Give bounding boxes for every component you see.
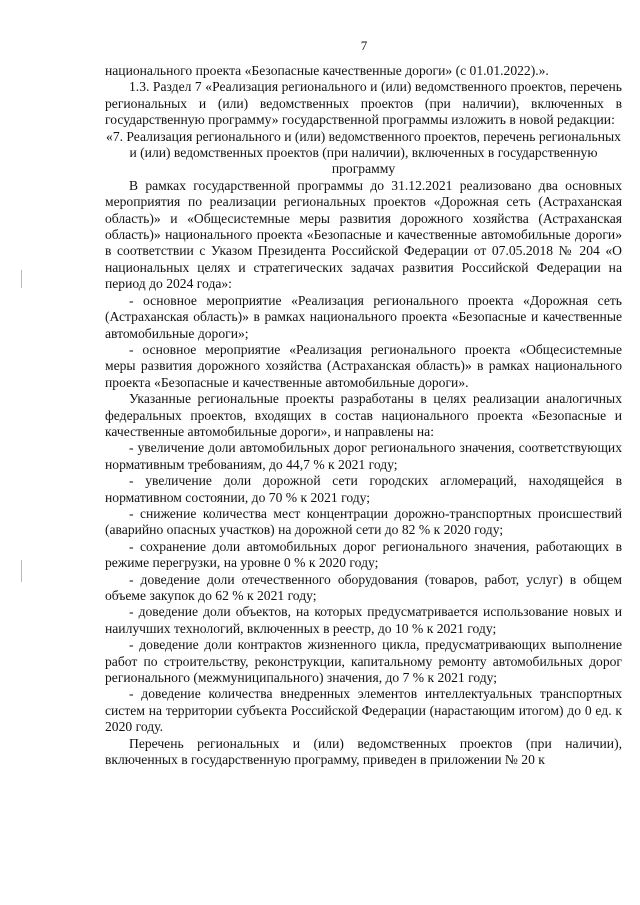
list-item: - основное мероприятие «Реализация регионального проекта «Общесистемные меры развития дорожного хозяйства (Астраханская область)» в рамках национального проекта «Безопасные и качественные автомобильные дороги».	[105, 341, 622, 390]
list-item: - доведение доли объектов, на которых предусматривается использование новых и наилучших технологий, включенных в реестр, до 10 % к 2021 году;	[105, 604, 622, 636]
list-item: - сохранение доли автомобильных дорог регионального значения, работающих в режиме перегрузки, на уровне 0 % к 2020 году;	[105, 538, 622, 571]
paragraph-main-activities: В рамках государственной программы до 31.12.2021 реализовано два основных мероприятия по реализации региональных проектов «Дорожная сеть (Астраханская область)» и «Общесистемные меры развития дорожного хозяйства (Астраханская область)» национального проекта «Безопасные и качественные автомобильные дороги» в соответствии с Указом Президента Российской Федерации от 07.05.2018 № 204 «О национальных целях и стратегических задачах развития Российской Федерации на период до 2024 года»:	[105, 177, 622, 292]
scan-margin-mark	[21, 560, 22, 582]
list-item: - доведение доли контрактов жизненного цикла, предусматривающих выполнение работ по строительству, реконструкции, капитальному ремонту автомобильных дорог регионального (межмуниципального) значения, до 7 % к 2021 году;	[105, 637, 622, 686]
document-body	[105, 63, 622, 768]
paragraph-amendment-1-3: 1.3. Раздел 7 «Реализация регионального и (или) ведомственного проектов, перечень региональных и (или) ведомственных проектов (при наличии), включенных в государственную программу» государственной программы изложить в новой редакции:	[105, 79, 622, 128]
list-item: - доведение количества внедренных элементов интеллектуальных транспортных систем на территории субъекта Российской Федерации (нарастающим итогом) до 0 ед. к 2020 году.	[105, 686, 622, 735]
list-item: - основное мероприятие «Реализация регионального проекта «Дорожная сеть (Астраханская область)» в рамках национального проекта «Безопасные и качественные автомобильные дороги»;	[105, 292, 622, 341]
list-item: - доведение доли отечественного оборудования (товаров, работ, услуг) в общем объеме закупок до 62 % к 2021 году;	[105, 571, 622, 603]
section-heading: «7. Реализация регионального и (или) ведомственного проектов, перечень региональных и (или) ведомственных проектов (при наличии), включенных в государственную программу	[106, 128, 621, 177]
page-number: 7	[360, 38, 368, 53]
paragraph-continuation: национального проекта «Безопасные качественные дороги» (с 01.01.2022).».	[105, 63, 549, 78]
paragraph-regional-projects: Указанные региональные проекты разработаны в целях реализации аналогичных федеральных проектов, входящих в состав национального проекта «Безопасные и качественные автомобильные дороги», и направлены на:	[105, 391, 622, 439]
list-item: - увеличение доли дорожной сети городских агломераций, находящейся в нормативном состоянии, до 70 % к 2021 году;	[105, 473, 622, 505]
scan-margin-mark	[21, 270, 22, 288]
paragraph-project-list: Перечень региональных и (или) ведомственных проектов (при наличии), включенных в государственную программу, приведен в приложении № 20 к	[105, 735, 622, 768]
list-item: - снижение количества мест концентрации дорожно-транспортных происшествий (аварийно опасных участков) на дорожной сети до 82 % к 2020 году;	[105, 505, 622, 538]
list-item: - увеличение доли автомобильных дорог регионального значения, соответствующих нормативным требованиям, до 44,7 % к 2021 году;	[105, 440, 622, 472]
